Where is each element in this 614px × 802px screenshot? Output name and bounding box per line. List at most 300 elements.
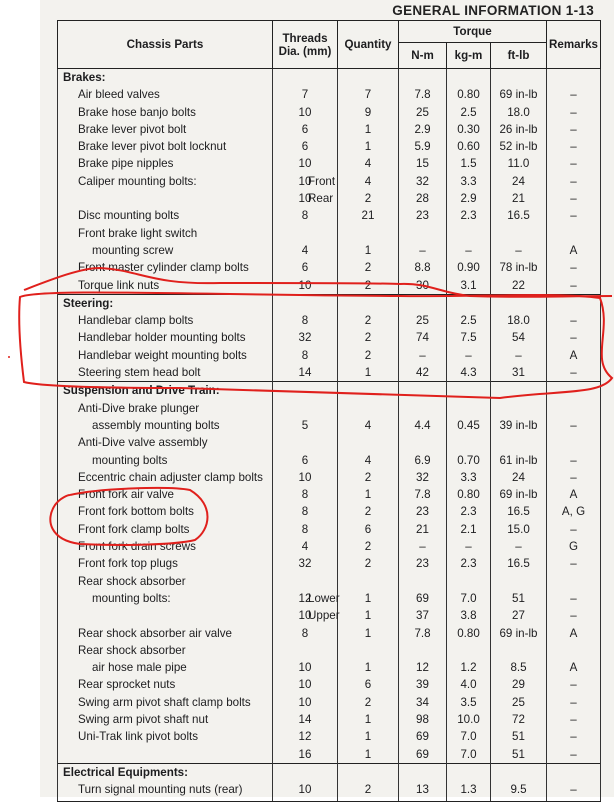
kgm-cell: 2.9: [447, 190, 491, 207]
threads-cell: 10: [273, 694, 338, 711]
remarks-cell: –: [547, 121, 601, 138]
empty-cell: [273, 763, 338, 781]
remarks-cell: –: [547, 277, 601, 295]
empty-cell: [491, 763, 547, 781]
table-row: [58, 573, 601, 608]
part-name-cell: [58, 538, 273, 555]
part-name-cell: [58, 625, 273, 642]
remarks-cell: –: [547, 434, 601, 469]
col-header-kgm: kg-m: [447, 43, 491, 69]
empty-cell: [447, 763, 491, 781]
kgm-cell: –: [447, 225, 491, 260]
page-header: GENERAL INFORMATION 1-13: [392, 3, 594, 18]
qty-cell: 6: [338, 521, 399, 538]
table-row: [58, 312, 601, 329]
ftlb-cell: 72: [491, 711, 547, 728]
torque-table: [57, 20, 601, 802]
kgm-cell: 2.5: [447, 104, 491, 121]
ftlb-cell: 11.0: [491, 155, 547, 172]
threads-cell: 6: [273, 259, 338, 276]
qty-cell: 1: [338, 607, 399, 624]
ftlb-cell: 69 in-lb: [491, 625, 547, 642]
remarks-cell: –: [547, 694, 601, 711]
qty-cell: 1: [338, 642, 399, 677]
table-row: [58, 521, 601, 538]
kgm-cell: 7.5: [447, 329, 491, 346]
table-row: [58, 207, 601, 224]
ftlb-cell: 21: [491, 190, 547, 207]
part-name: Caliper mounting bolts:: [78, 174, 197, 188]
remarks-cell: –: [547, 104, 601, 121]
kgm-cell: 0.60: [447, 138, 491, 155]
part-name: air hose male pipe: [92, 661, 187, 675]
nm-cell: 8.8: [399, 259, 447, 276]
col-header-torque: Torque: [399, 21, 547, 43]
table-row: [58, 625, 601, 642]
part-name: Front fork drain screws: [78, 540, 196, 554]
empty-cell: [547, 69, 601, 87]
nm-cell: 32: [399, 469, 447, 486]
qty-cell: 2: [338, 312, 399, 329]
kgm-cell: 3.3: [447, 469, 491, 486]
ftlb-cell: 15.0: [491, 521, 547, 538]
remarks-cell: –: [547, 469, 601, 486]
part-name-cell: [58, 312, 273, 329]
part-name-cell: [58, 277, 273, 295]
qty-cell: 1: [338, 364, 399, 382]
part-name: Front fork air valve: [78, 488, 174, 502]
qty-cell: 1: [338, 486, 399, 503]
table-row: [58, 694, 601, 711]
nm-cell: 7.8: [399, 86, 447, 103]
remarks-cell: –: [547, 607, 601, 624]
empty-cell: [338, 294, 399, 312]
nm-cell: 5.9: [399, 138, 447, 155]
table-row: [58, 434, 601, 469]
table-row: [58, 746, 601, 764]
ftlb-cell: 29: [491, 676, 547, 693]
remarks-cell: –: [547, 173, 601, 190]
part-name: Rear shock absorber: [78, 643, 186, 657]
ftlb-cell: 24: [491, 173, 547, 190]
table-row: [58, 277, 601, 295]
part-name-cell: [58, 746, 273, 764]
qty-cell: 1: [338, 625, 399, 642]
qty-cell: 2: [338, 347, 399, 364]
threads-cell: 8: [273, 207, 338, 224]
remarks-cell: –: [547, 555, 601, 572]
part-name: Brake hose banjo bolts: [78, 105, 196, 119]
part-name: Anti-Dive valve assembly: [78, 436, 208, 450]
col-header-parts: Chassis Parts: [58, 21, 273, 69]
qty-cell: 2: [338, 781, 399, 802]
threads-cell: 8: [273, 312, 338, 329]
part-name-cell: [58, 521, 273, 538]
part-name-cell: [58, 555, 273, 572]
part-name: Rear shock absorber air valve: [78, 626, 233, 640]
ftlb-cell: 24: [491, 469, 547, 486]
nm-cell: 37: [399, 607, 447, 624]
part-name: assembly mounting bolts: [92, 418, 220, 432]
threads-cell: 10: [273, 104, 338, 121]
ftlb-cell: 25: [491, 694, 547, 711]
remarks-cell: –: [547, 676, 601, 693]
threads-cell: 8: [273, 521, 338, 538]
remarks-cell: –: [547, 711, 601, 728]
threads-cell: 6: [273, 138, 338, 155]
threads-cell: 16: [273, 746, 338, 764]
threads-label: Threads: [282, 31, 328, 45]
qty-cell: 7: [338, 86, 399, 103]
kgm-cell: 2.3: [447, 555, 491, 572]
table-row: [58, 364, 601, 382]
threads-cell: 8: [273, 625, 338, 642]
section-header-row: [58, 69, 601, 87]
part-name: Brake pipe nipples: [78, 157, 174, 171]
part-name: Swing arm pivot shaft clamp bolts: [78, 695, 251, 709]
kgm-cell: 7.0: [447, 728, 491, 745]
part-name-cell: [58, 486, 273, 503]
remarks-cell: G: [547, 538, 601, 555]
ftlb-cell: 54: [491, 329, 547, 346]
part-name-cell: [58, 400, 273, 435]
table-row: [58, 607, 601, 624]
part-name: Rear sprocket nuts: [78, 678, 176, 692]
threads-cell: 14: [273, 711, 338, 728]
table-row: [58, 347, 601, 364]
kgm-cell: 0.90: [447, 259, 491, 276]
table-row: [58, 190, 601, 207]
threads-cell: 7: [273, 86, 338, 103]
empty-cell: [399, 382, 447, 400]
part-name: Rear shock absorber: [78, 574, 186, 588]
kgm-cell: 4.3: [447, 364, 491, 382]
table-row: [58, 329, 601, 346]
part-name: Eccentric chain adjuster clamp bolts: [78, 470, 263, 484]
part-position: Lower: [308, 591, 340, 605]
qty-cell: 1: [338, 728, 399, 745]
part-position: Upper: [308, 609, 340, 623]
part-name-cell: [58, 347, 273, 364]
remarks-cell: –: [547, 329, 601, 346]
part-name: Front fork bottom bolts: [78, 505, 194, 519]
nm-cell: 74: [399, 329, 447, 346]
part-name: Brake lever pivot bolt locknut: [78, 140, 227, 154]
qty-cell: 2: [338, 277, 399, 295]
empty-cell: [338, 382, 399, 400]
nm-cell: 21: [399, 521, 447, 538]
part-name: Turn signal mounting nuts (rear): [78, 783, 243, 797]
col-header-quantity: Quantity: [338, 21, 399, 69]
table-row: [58, 173, 601, 190]
qty-cell: 1: [338, 711, 399, 728]
part-name: Handlebar holder mounting bolts: [78, 331, 246, 345]
ftlb-cell: 31: [491, 364, 547, 382]
remarks-cell: A: [547, 625, 601, 642]
table-row: [58, 781, 601, 802]
threads-cell: 12: [273, 728, 338, 745]
part-name: Swing arm pivot shaft nut: [78, 712, 209, 726]
nm-cell: 42: [399, 364, 447, 382]
ftlb-cell: 16.5: [491, 207, 547, 224]
part-name: Front brake light switch: [78, 226, 198, 240]
part-name: Handlebar weight mounting bolts: [78, 348, 247, 362]
part-name: [78, 746, 272, 763]
nm-cell: 25: [399, 104, 447, 121]
remarks-cell: –: [547, 573, 601, 608]
remarks-cell: –: [547, 746, 601, 764]
qty-cell: 1: [338, 121, 399, 138]
qty-cell: 6: [338, 676, 399, 693]
qty-cell: 2: [338, 538, 399, 555]
nm-cell: 39: [399, 676, 447, 693]
part-position: Rear: [308, 192, 334, 206]
part-name-cell: [58, 728, 273, 745]
nm-cell: 30: [399, 277, 447, 295]
ftlb-cell: 9.5: [491, 781, 547, 802]
kgm-cell: 3.5: [447, 694, 491, 711]
empty-cell: [547, 382, 601, 400]
col-header-remarks: Remarks: [547, 21, 601, 69]
part-position: Front: [308, 174, 336, 188]
part-name: [78, 190, 272, 207]
table-row: [58, 225, 601, 260]
nm-cell: 69: [399, 746, 447, 764]
qty-cell: 1: [338, 746, 399, 764]
nm-cell: 23: [399, 555, 447, 572]
threads-cell: 4: [273, 225, 338, 260]
qty-cell: 1: [338, 138, 399, 155]
nm-cell: 15: [399, 155, 447, 172]
qty-cell: 4: [338, 434, 399, 469]
kgm-cell: 3.8: [447, 607, 491, 624]
threads-cell: 10: [273, 277, 338, 295]
col-header-threads: [273, 21, 338, 69]
part-name: Anti-Dive brake plunger: [78, 401, 200, 415]
threads-cell: 10: [273, 642, 338, 677]
threads-cell: 10: [273, 781, 338, 802]
nm-cell: 34: [399, 694, 447, 711]
empty-cell: [491, 382, 547, 400]
kgm-cell: 2.3: [447, 207, 491, 224]
remarks-cell: –: [547, 190, 601, 207]
nm-cell: 25: [399, 312, 447, 329]
qty-cell: 2: [338, 190, 399, 207]
remarks-cell: A, G: [547, 503, 601, 520]
threads-cell: 10: [273, 676, 338, 693]
part-name-cell: [58, 364, 273, 382]
table-row: [58, 400, 601, 435]
threads-cell: 6: [273, 434, 338, 469]
ftlb-cell: 61 in-lb: [491, 434, 547, 469]
threads-cell: 5: [273, 400, 338, 435]
ink-dot: [8, 356, 10, 358]
empty-cell: [273, 294, 338, 312]
part-name-cell: [58, 155, 273, 172]
threads-cell: 10: [273, 155, 338, 172]
remarks-cell: –: [547, 138, 601, 155]
nm-cell: 12: [399, 642, 447, 677]
nm-cell: 98: [399, 711, 447, 728]
part-name-cell: [58, 503, 273, 520]
empty-cell: [338, 69, 399, 87]
kgm-cell: 1.2: [447, 642, 491, 677]
remarks-cell: –: [547, 521, 601, 538]
kgm-cell: 3.1: [447, 277, 491, 295]
nm-cell: 69: [399, 573, 447, 608]
remarks-cell: –: [547, 728, 601, 745]
part-name-cell: [58, 104, 273, 121]
ftlb-cell: –: [491, 538, 547, 555]
table-row: [58, 259, 601, 276]
ftlb-cell: 39 in-lb: [491, 400, 547, 435]
empty-cell: [447, 382, 491, 400]
ftlb-cell: 78 in-lb: [491, 259, 547, 276]
kgm-cell: 0.30: [447, 121, 491, 138]
section-header-row: [58, 294, 601, 312]
empty-cell: [491, 294, 547, 312]
ftlb-cell: 26 in-lb: [491, 121, 547, 138]
table-row: [58, 728, 601, 745]
table-row: [58, 138, 601, 155]
threads-cell: 32: [273, 329, 338, 346]
part-name-cell: [58, 676, 273, 693]
nm-cell: 69: [399, 728, 447, 745]
section-title: Suspension and Drive Train:: [58, 382, 273, 400]
threads-cell: 10: [273, 190, 338, 207]
part-name-cell: [58, 259, 273, 276]
part-name: Front fork clamp bolts: [78, 522, 190, 536]
ftlb-cell: 51: [491, 728, 547, 745]
threads-cell: 4: [273, 538, 338, 555]
part-name: [78, 607, 272, 624]
empty-cell: [273, 69, 338, 87]
empty-cell: [447, 69, 491, 87]
part-name-cell: [58, 225, 273, 260]
ftlb-cell: 18.0: [491, 312, 547, 329]
ftlb-cell: –: [491, 347, 547, 364]
kgm-cell: 0.45: [447, 400, 491, 435]
qty-cell: 9: [338, 104, 399, 121]
remarks-cell: –: [547, 781, 601, 802]
ftlb-cell: 8.5: [491, 642, 547, 677]
kgm-cell: 10.0: [447, 711, 491, 728]
table-row: [58, 642, 601, 677]
section-title: Brakes:: [58, 69, 273, 87]
threads-cell: 8: [273, 347, 338, 364]
kgm-cell: 0.80: [447, 486, 491, 503]
section-title: Electrical Equipments:: [58, 763, 273, 781]
part-name-cell: [58, 207, 273, 224]
remarks-cell: –: [547, 207, 601, 224]
part-name: Disc mounting bolts: [78, 209, 180, 223]
nm-cell: 32: [399, 173, 447, 190]
kgm-cell: 3.3: [447, 173, 491, 190]
part-name-cell: [58, 138, 273, 155]
nm-cell: 2.9: [399, 121, 447, 138]
part-name-cell: [58, 781, 273, 802]
table-row: [58, 711, 601, 728]
ftlb-cell: 27: [491, 607, 547, 624]
qty-cell: 21: [338, 207, 399, 224]
remarks-cell: –: [547, 86, 601, 103]
empty-cell: [447, 294, 491, 312]
empty-cell: [547, 763, 601, 781]
table-row: [58, 538, 601, 555]
kgm-cell: –: [447, 538, 491, 555]
kgm-cell: 1.5: [447, 155, 491, 172]
col-header-nm: N-m: [399, 43, 447, 69]
qty-cell: 2: [338, 555, 399, 572]
kgm-cell: 2.3: [447, 503, 491, 520]
part-name: mounting screw: [92, 243, 174, 257]
section-title: Steering:: [58, 294, 273, 312]
nm-cell: –: [399, 347, 447, 364]
remarks-cell: –: [547, 312, 601, 329]
nm-cell: 28: [399, 190, 447, 207]
section-header-row: [58, 763, 601, 781]
table-row: [58, 104, 601, 121]
kgm-cell: 7.0: [447, 573, 491, 608]
qty-cell: 2: [338, 259, 399, 276]
ftlb-cell: 69 in-lb: [491, 486, 547, 503]
part-name-cell: [58, 642, 273, 677]
table-row: [58, 121, 601, 138]
part-name-cell: [58, 434, 273, 469]
ftlb-cell: 18.0: [491, 104, 547, 121]
part-name: Steering stem head bolt: [78, 366, 201, 380]
table-row: [58, 676, 601, 693]
threads-cell: 6: [273, 121, 338, 138]
ftlb-cell: 16.5: [491, 503, 547, 520]
remarks-cell: A: [547, 486, 601, 503]
remarks-cell: A: [547, 347, 601, 364]
part-name: mounting bolts:: [92, 591, 171, 605]
part-name: Front fork top plugs: [78, 557, 178, 571]
part-name-cell: [58, 469, 273, 486]
kgm-cell: –: [447, 347, 491, 364]
empty-cell: [547, 294, 601, 312]
nm-cell: 4.4: [399, 400, 447, 435]
qty-cell: 4: [338, 155, 399, 172]
remarks-cell: –: [547, 155, 601, 172]
part-name: Front master cylinder clamp bolts: [78, 261, 249, 275]
qty-cell: 2: [338, 694, 399, 711]
part-name-cell: [58, 711, 273, 728]
section-header-row: [58, 382, 601, 400]
ftlb-cell: 51: [491, 573, 547, 608]
part-name: Air bleed valves: [78, 88, 160, 102]
nm-cell: –: [399, 225, 447, 260]
ftlb-cell: 22: [491, 277, 547, 295]
part-name: Torque link nuts: [78, 278, 160, 292]
nm-cell: 13: [399, 781, 447, 802]
table-row: [58, 486, 601, 503]
threads-cell: 12: [273, 573, 338, 608]
kgm-cell: 0.70: [447, 434, 491, 469]
nm-cell: 7.8: [399, 486, 447, 503]
nm-cell: 23: [399, 503, 447, 520]
empty-cell: [399, 763, 447, 781]
qty-cell: 2: [338, 469, 399, 486]
part-name: Uni-Trak link pivot bolts: [78, 730, 199, 744]
threads-cell: 10: [273, 469, 338, 486]
col-header-ftlb: ft-lb: [491, 43, 547, 69]
qty-cell: 2: [338, 329, 399, 346]
nm-cell: –: [399, 538, 447, 555]
qty-cell: 4: [338, 173, 399, 190]
ftlb-cell: 16.5: [491, 555, 547, 572]
